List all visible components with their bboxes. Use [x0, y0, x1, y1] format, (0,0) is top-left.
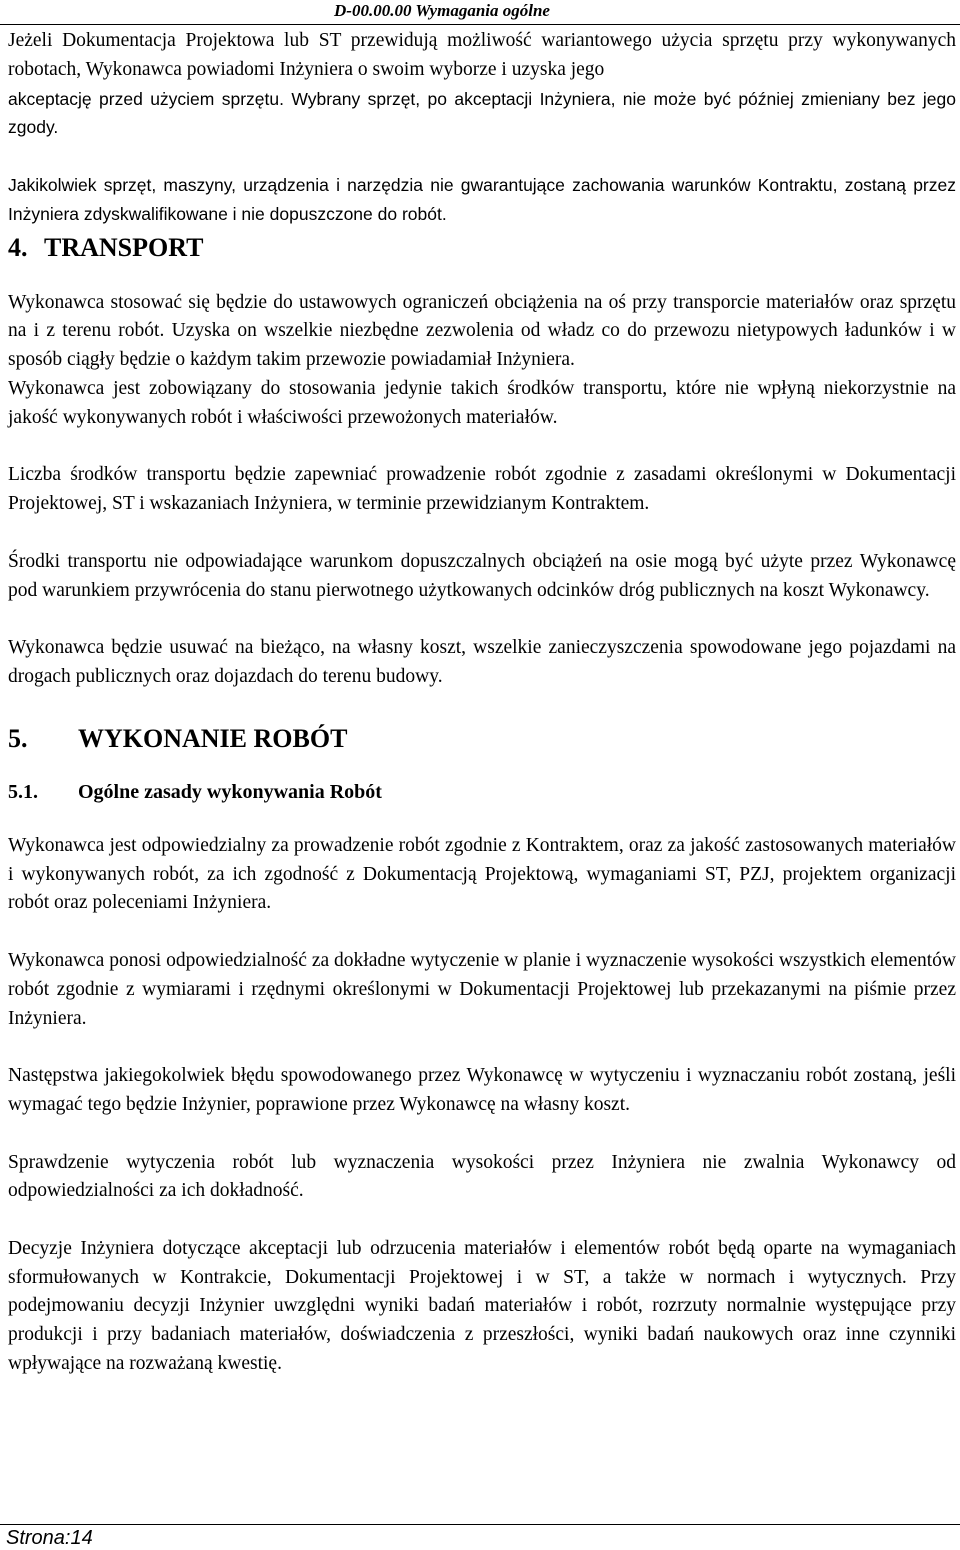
paragraph-equipment-variant-2: akceptację przed użyciem sprzętu. Wybrany sprzęt, po akceptacji Inżyniera, nie może być później zmieniany bez jego zgody. — [8, 88, 956, 138]
section-title: TRANSPORT — [44, 232, 204, 262]
paragraph-equipment-disqualify: Jakikolwiek sprzęt, maszyny, urządzenia i narzędzia nie gwarantujące zachowania warunków Kontraktu, zostaną przez Inżyniera zdyskwalifikowane i nie dopuszczone do robót. — [8, 174, 956, 224]
paragraph-transport-cleanup: Wykonawca będzie usuwać na bieżąco, na własny koszt, wszelkie zanieczyszczenia spowodowane jego pojazdami na drogach publicznych oraz dojazdach do terenu budowy. — [8, 637, 956, 687]
paragraph-transport-axle-load: Środki transportu nie odpowiadające warunkom dopuszczalnych obciążeń na osie mogą być użyte przez Wykonawcę pod warunkiem przywrócenia do stanu pierwotnego użytkowanych odcinków dróg publicznych na koszt Wykonawcy. — [8, 550, 956, 601]
paragraph-error-consequences: Następstwa jakiegokolwiek błędu spowodowanego przez Wykonawcę w wytyczeniu i wyznaczaniu robót zostaną, jeśli wymagać tego będzie Inżynier, poprawione przez Wykonawcę na własny koszt. — [8, 1065, 956, 1115]
subsection-heading-general-rules — [8, 778, 956, 806]
paragraph-transport-limits: Wykonawca stosować się będzie do ustawowych ograniczeń obciążenia na oś przy transporcie materiałów oraz sprzętu na i z terenu robót. Uzyska on wszelkie niezbędne zezwolenia od władz co do przewozu nietypowych ładunków i w sposób ciągły będzie o każdym takim przewozie powiadamiał Inżyniera. — [8, 291, 956, 371]
paragraph-contractor-responsibility: Wykonawca jest odpowiedzialny za prowadzenie robót zgodnie z Kontraktem, oraz za jakość zastosowanych materiałów i wykonywanych robót, za ich zgodność z Dokumentacją Projektową, wymaganiami ST, PZJ, projektem organizacji robót oraz poleceniami Inżyniera. — [8, 834, 956, 914]
section-heading-execution — [8, 722, 956, 756]
document-code: D-00.00.00 Wymagania ogólne — [334, 1, 550, 20]
document-body — [8, 27, 956, 1379]
section-heading-transport — [8, 231, 956, 265]
paragraph-engineer-decisions: Decyzje Inżyniera dotyczące akceptacji lub odrzucenia materiałów i elementów robót będą oparte na wymaganiach sformułowanych w Kontrakcie, Dokumentacji Projektowej i w ST, a także w normach i wytycznych. Przy podejmowaniu decyzji Inżynier uwzględni wyniki badań materiałów i robót, rozrzuty normalnie występujące przy produkcji i przy badaniach materiałów, doświadczenia z przeszłości, wyniki badań naukowych oraz inne czynniki wpływające na rozważaną kwestię. — [8, 1237, 956, 1375]
page-header — [0, 0, 960, 25]
page-number: Strona:14 — [6, 1527, 93, 1549]
paragraph-transport-count: Liczba środków transportu będzie zapewniać prowadzenie robót zgodnie z zasadami określonymi w Dokumentacji Projektowej, ST i wskazaniach Inżyniera, w terminie przewidzianym Kontraktem. — [8, 464, 956, 515]
paragraph-transport-means: Wykonawca jest zobowiązany do stosowania jedynie takich środków transportu, które nie wpłyną niekorzystnie na jakość wykonywanych robót i właściwości przewożonych materiałów. — [8, 377, 956, 428]
page-footer — [0, 1524, 960, 1550]
paragraph-verification: Sprawdzenie wytyczenia robót lub wyznaczenia wysokości przez Inżyniera nie zwalnia Wykonawcy od odpowiedzialności za ich dokładność. — [8, 1151, 956, 1202]
section-number: 5. — [8, 723, 28, 753]
paragraph-equipment-variant-1: Jeżeli Dokumentacja Projektowa lub ST przewidują możliwość wariantowego użycia sprzętu przy wykonywanych robotach, Wykonawca powiadomi Inżyniera o swoim wyborze i uzyska jego — [8, 30, 956, 80]
paragraph-setting-out: Wykonawca ponosi odpowiedzialność za dokładne wytyczenie w planie i wyznaczenie wysokości wszystkich elementów robót zgodnie z wymiarami i rzędnymi określonymi w Dokumentacji Projektowej lub przekazanymi na piśmie przez Inżyniera. — [8, 949, 956, 1029]
section-number: 4. — [8, 232, 28, 262]
subsection-title: Ogólne zasady wykonywania Robót — [78, 780, 382, 803]
subsection-number: 5.1. — [8, 780, 38, 803]
section-title: WYKONANIE ROBÓT — [78, 723, 348, 753]
